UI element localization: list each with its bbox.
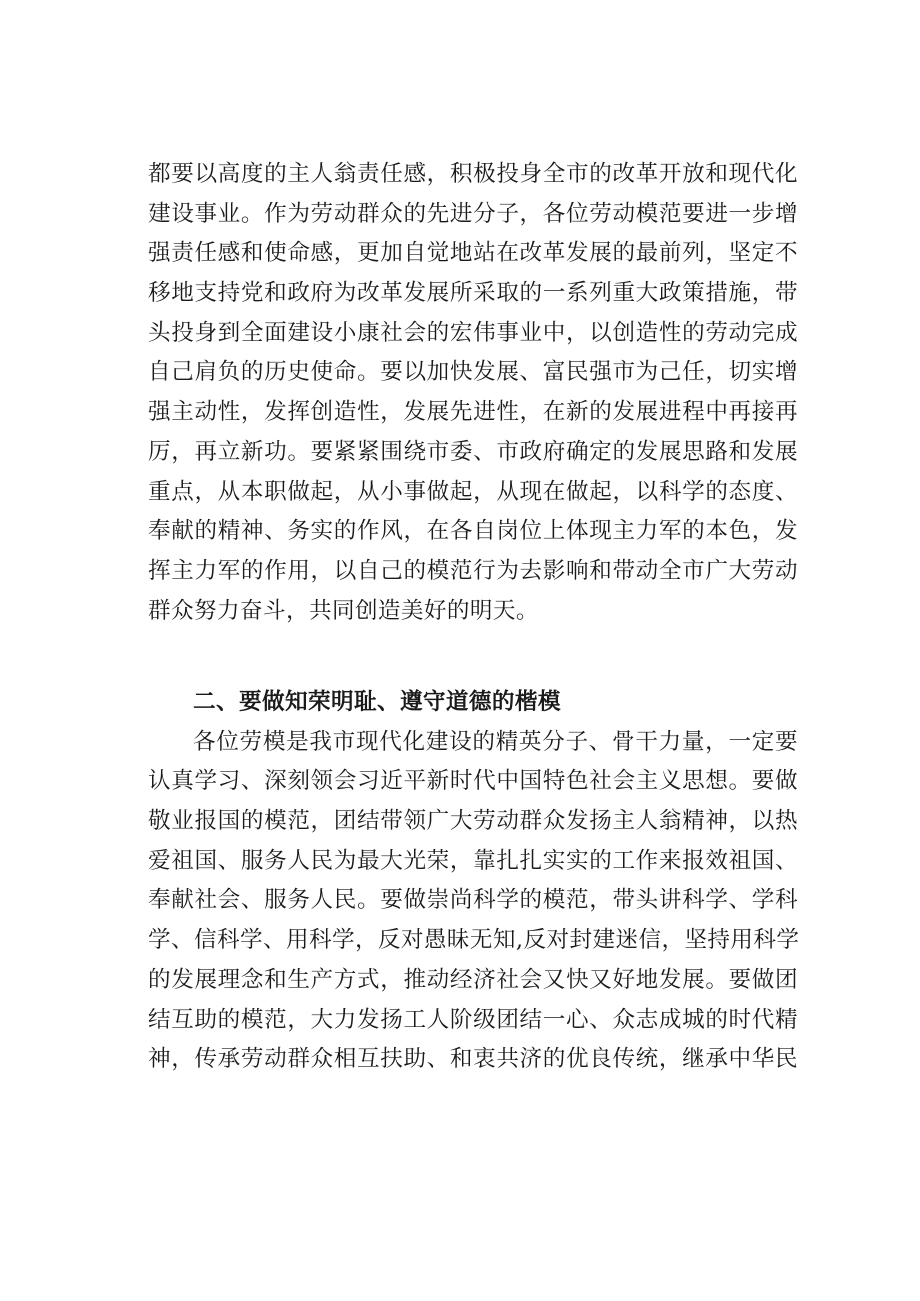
text-line: 学、信科学、用科学，反对愚昧无知,反对封建迷信，坚持用科学 (148, 927, 800, 954)
text-line: 重点，从本职做起，从小事做起，从现在做起，以科学的态度、 (148, 478, 798, 505)
text-line: 建设事业。作为劳动群众的先进分子，各位劳动模范要进一步增 (148, 200, 798, 227)
section-heading: 二、要做知荣明耻、遵守道德的楷模 (193, 689, 561, 715)
text-line: 强责任感和使命感，更加自觉地站在改革发展的最前列，坚定不 (148, 240, 798, 267)
text-line: 厉，再立新功。要紧紧围绕市委、市政府确定的发展思路和发展 (148, 438, 798, 465)
paragraph-1 (148, 155, 798, 631)
section-2 (148, 683, 798, 1080)
text-line: 奉献社会、服务人民。要做崇尚科学的模范，带头讲科学、学科 (148, 887, 798, 914)
text-line: 爱祖国、服务人民为最大光荣，靠扎扎实实的工作来报效祖国、 (148, 847, 798, 874)
text-line: 神，传承劳动群众相互扶助、和衷共济的优良传统，继承中华民 (148, 1046, 798, 1073)
text-line: 强主动性，发挥创造性，发展先进性，在新的发展进程中再接再 (148, 399, 798, 426)
text-line: 各位劳模是我市现代化建设的精英分子、骨干力量，一定要 (193, 728, 798, 755)
text-line: 移地支持党和政府为改革发展所采取的一系列重大政策措施，带 (148, 280, 798, 307)
text-line: 结互助的模范，大力发扬工人阶级团结一心、众志成城的时代精 (148, 1006, 798, 1033)
text-line: 头投身到全面建设小康社会的宏伟事业中，以创造性的劳动完成 (148, 319, 798, 346)
text-line: 挥主力军的作用，以自己的模范行为去影响和带动全市广大劳动 (148, 557, 798, 584)
text-line: 自己肩负的历史使命。要以加快发展、富民强市为己任，切实增 (148, 359, 798, 386)
text-line: 的发展理念和生产方式，推动经济社会又快又好地发展。要做团 (148, 966, 798, 993)
text-line: 敬业报国的模范，团结带领广大劳动群众发扬主人翁精神，以热 (148, 808, 798, 835)
text-line: 都要以高度的主人翁责任感，积极投身全市的改革开放和现代化 (148, 161, 798, 187)
text-line: 奉献的精神、务实的作风，在各自岗位上体现主力军的本色，发 (148, 518, 798, 545)
text-line: 群众努力奋斗，共同创造美好的明天。 (148, 597, 539, 624)
text-line: 认真学习、深刻领会习近平新时代中国特色社会主义思想。要做 (148, 768, 798, 795)
